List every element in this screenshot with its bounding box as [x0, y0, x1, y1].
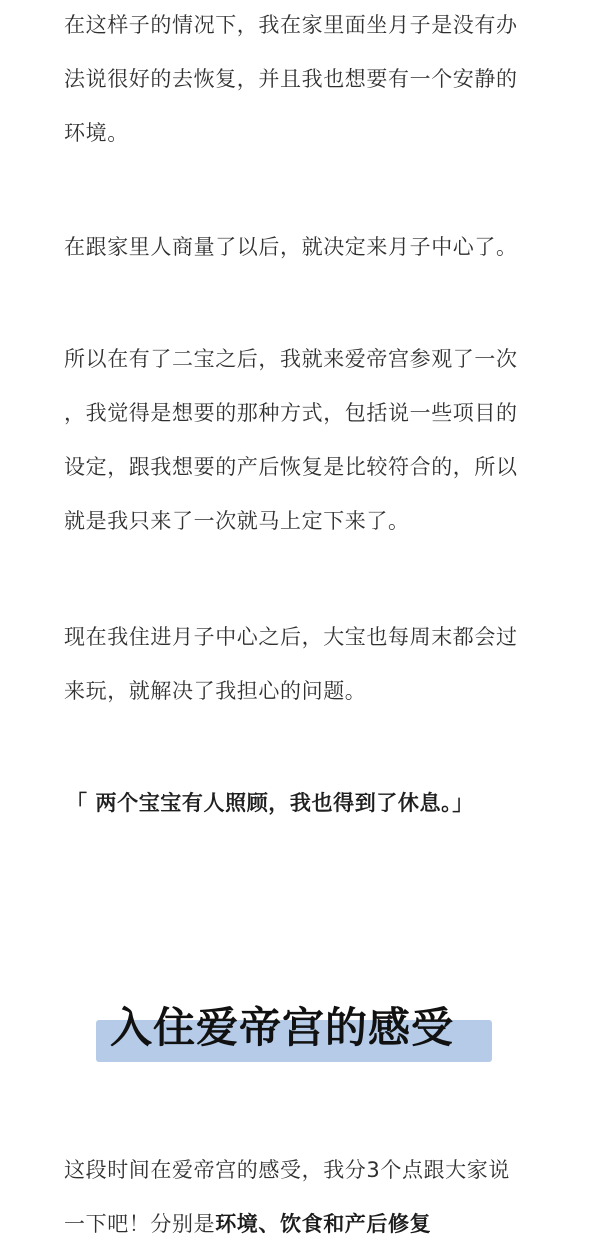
paragraph-1	[64, 0, 554, 160]
paragraph-6	[64, 1197, 554, 1251]
paragraph-line: 设定，跟我想要的产后恢复是比较符合的，所以	[64, 455, 518, 479]
paragraph-line: 法说很好的去恢复，并且我也想要有一个安静的	[64, 67, 518, 91]
section-heading	[96, 998, 492, 1064]
bold-text: 环境、饮食和产后修复	[215, 1212, 432, 1236]
paragraph-line: 在跟家里人商量了以后，就决定来月子中心了。	[64, 235, 518, 259]
paragraph-line: 就是我只来了一次就马上定下来了。	[64, 509, 410, 533]
quote-line: 「 两个宝宝有人照顾，我也得到了休息。」	[66, 791, 474, 815]
paragraph-line: 来玩，就解决了我担心的问题。	[64, 679, 367, 703]
paragraph-line	[64, 1197, 554, 1251]
section-heading-text: 入住爱帝宫的感受	[110, 1003, 455, 1052]
paragraph-2	[64, 220, 554, 274]
paragraph-3	[64, 332, 554, 548]
paragraph-line: 现在我住进月子中心之后，大宝也每周末都会过	[64, 625, 518, 649]
paragraph-5	[64, 1143, 554, 1197]
paragraph-line: ，我觉得是想要的那种方式，包括说一些项目的	[64, 401, 518, 425]
paragraph-line: 所以在有了二宝之后，我就来爱帝宫参观了一次	[64, 347, 518, 371]
paragraph-line: 在这样子的情况下，我在家里面坐月子是没有办	[64, 13, 518, 37]
paragraph-line: 环境。	[64, 121, 129, 145]
paragraph-text: 一下吧！分别是	[64, 1212, 216, 1236]
paragraph-line: 这段时间在爱帝宫的感受，我分3个点跟大家说	[64, 1158, 510, 1182]
paragraph-4	[64, 610, 554, 718]
